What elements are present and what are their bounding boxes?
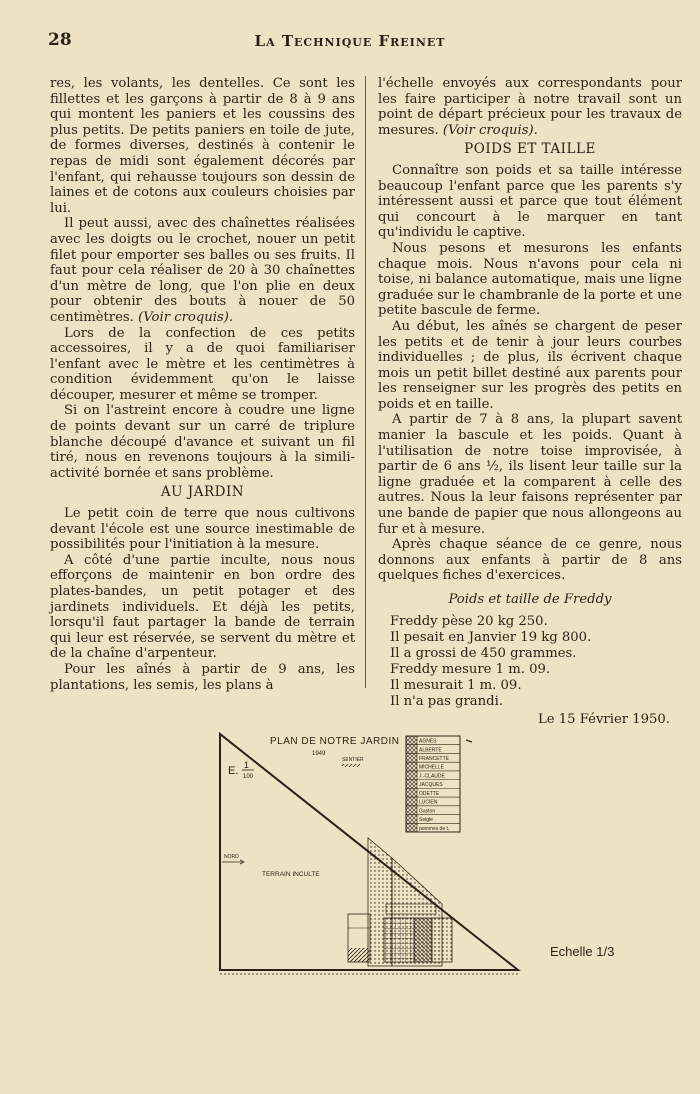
paragraph-text: l'échelle envoyés aux correspondants pour les faire participer à notre travail sont un point de départ précieux pour les travaux de mesures.: [378, 76, 682, 138]
section-heading-jardin: AU JARDIN: [160, 484, 245, 501]
legend-item: ALBERTE: [419, 747, 442, 754]
nord-label: NORD: [224, 854, 239, 860]
paragraph: Le petit coin de terre que nous cultivons devant l'école est une source inestimable de possibilités pour l'initiation à la mesure.: [50, 506, 355, 553]
exercise-sheet-title: Poids et taille de Freddy: [448, 592, 612, 607]
scale-denominator: 100: [243, 774, 254, 780]
see-sketch-ref: (Voir croquis).: [442, 122, 538, 138]
legend-item: ODETTE: [419, 790, 440, 797]
legend-item: MICHELLE: [419, 764, 445, 771]
see-sketch-ref: (Voir croquis).: [138, 309, 234, 325]
scale-prefix: E.: [228, 765, 239, 777]
exercise-line: Freddy mesure 1 m. 09.: [390, 662, 551, 677]
exercise-line: Il a grossi de 450 grammes.: [390, 646, 577, 661]
paragraph: Connaître son poids et sa taille intéresse beaucoup l'enfant parce que les parents s'y intéressent aussi et parce que tout élément qui concourt à le marquer en tant qu'individu le captive.: [378, 162, 682, 241]
legend-item: FRANCETTE: [419, 755, 449, 762]
paragraph-text: Il peut aussi, avec des chaînettes réalisées avec les doigts ou le crochet, nouer un petit filet pour emporter ses balles ou ses fruits. Il faut pour cela réaliser de 20 à 30 chaînettes d'un mètre de long, que l'on plie en deux pour obtenir des bouts à nouer de 50 centimètres.: [50, 216, 355, 325]
paragraph: Après chaque séance de ce genre, nous donnons aux enfants à partir de 8 ans quelques fiches d'exercices.: [378, 537, 682, 584]
paragraph: Lors de la confection de ces petits accessoires, il y a de quoi familiariser l'enfant avec le mètre et les centimètres à condition évidemment qu'on le laisse découper, mesurer et même se tromper.: [50, 325, 355, 403]
exercise-line: Il pesait en Janvier 19 kg 800.: [390, 630, 592, 645]
scale-caption: Echelle 1/3: [550, 944, 615, 959]
paragraph: [50, 216, 355, 325]
sentier-label: SENTIER: [342, 757, 364, 763]
paragraph: [378, 76, 682, 138]
right-column: [378, 76, 682, 728]
left-column: [50, 76, 355, 693]
paragraph: Nous pesons et mesurons les enfants chaque mois. Nous n'avons pour cela ni toise, ni balance automatique, mais une ligne graduée sur le chambranle de la porte et une petite bascule de ferme.: [378, 240, 682, 319]
plan-year: 1949: [312, 751, 326, 757]
legend-item: J.-CLAUDE: [419, 773, 445, 780]
paragraph: Pour les aînés à partir de 9 ans, les plantations, les semis, les plans à: [50, 661, 355, 693]
column-divider: [365, 76, 366, 688]
page-number: 28: [48, 30, 72, 50]
legend-item: Seigle: [419, 817, 433, 824]
scale-numerator: 1: [244, 760, 250, 770]
plan-title: PLAN DE NOTRE JARDIN: [270, 736, 400, 747]
exercise-sheet: [378, 592, 682, 728]
paragraph: Au début, les aînés se chargent de peser les petits et de tenir à jour leurs courbes individuelles ; de plus, ils écrivent chaque mois un petit billet destiné aux parents pour les renseigner sur les progrès des petits en poids et en taille.: [378, 318, 682, 412]
legend-item: AGNÈS: [419, 738, 437, 745]
legend-item: pommes de t.: [419, 825, 450, 832]
paragraph: A côté d'une partie inculte, nous nous efforçons de maintenir en bon ordre des plates-bandes, un petit potager et des jardinets individuels. Et déjà les petits, lorsqu'il faut partager la bande de terrain qui leur est réservée, se servent du mètre et de la chaîne d'arpenteur.: [50, 552, 355, 662]
exercise-line: Freddy pèse 20 kg 250.: [390, 614, 548, 629]
exercise-date: Le 15 Février 1950.: [538, 712, 670, 727]
legend-item: Gaston: [419, 808, 436, 815]
paragraph: Si on l'astreint encore à coudre une ligne de points devant sur un carré de triplure blanche découpé d'avance et suivant un fil tiré, nous en revenons toujours à la simili-activité bornée et sans problème.: [50, 403, 355, 481]
exercise-line: Il n'a pas grandi.: [390, 694, 504, 709]
running-title: La Technique Freinet: [254, 32, 446, 50]
paragraph: A partir de 7 à 8 ans, la plupart savent manier la bascule et les poids. Quant à l'utilisation de notre toise improvisée, à partir de 6 ans ½, ils lisent leur taille sur la ligne graduée et la comparent à celle des autres. Nous la leur faisons représenter par une bande de papier que nous allongeons au fur et à mesure.: [378, 412, 682, 537]
plan-legend: [406, 736, 460, 832]
section-heading-poids: POIDS ET TAILLE: [464, 141, 596, 158]
exercise-line: Il mesurait 1 m. 09.: [390, 678, 522, 693]
legend-item: LUCIEN: [419, 799, 438, 806]
legend-item: JACQUES: [419, 782, 443, 789]
paragraph: res, les volants, les dentelles. Ce sont les fillettes et les garçons à partir de 8 à 9 ans qui montent les paniers et les coussins des plus petits. De petits paniers en toile de jute, de formes diverses, destinés à contenir le repas de midi sont également décorés par l'enfant, qui rehausse toujours son dessin de laines et de cotons aux couleurs choisies par lui.: [50, 76, 355, 216]
terrain-label: TERRAIN INCULTE: [262, 871, 320, 878]
garden-plan-figure: [210, 718, 530, 1000]
